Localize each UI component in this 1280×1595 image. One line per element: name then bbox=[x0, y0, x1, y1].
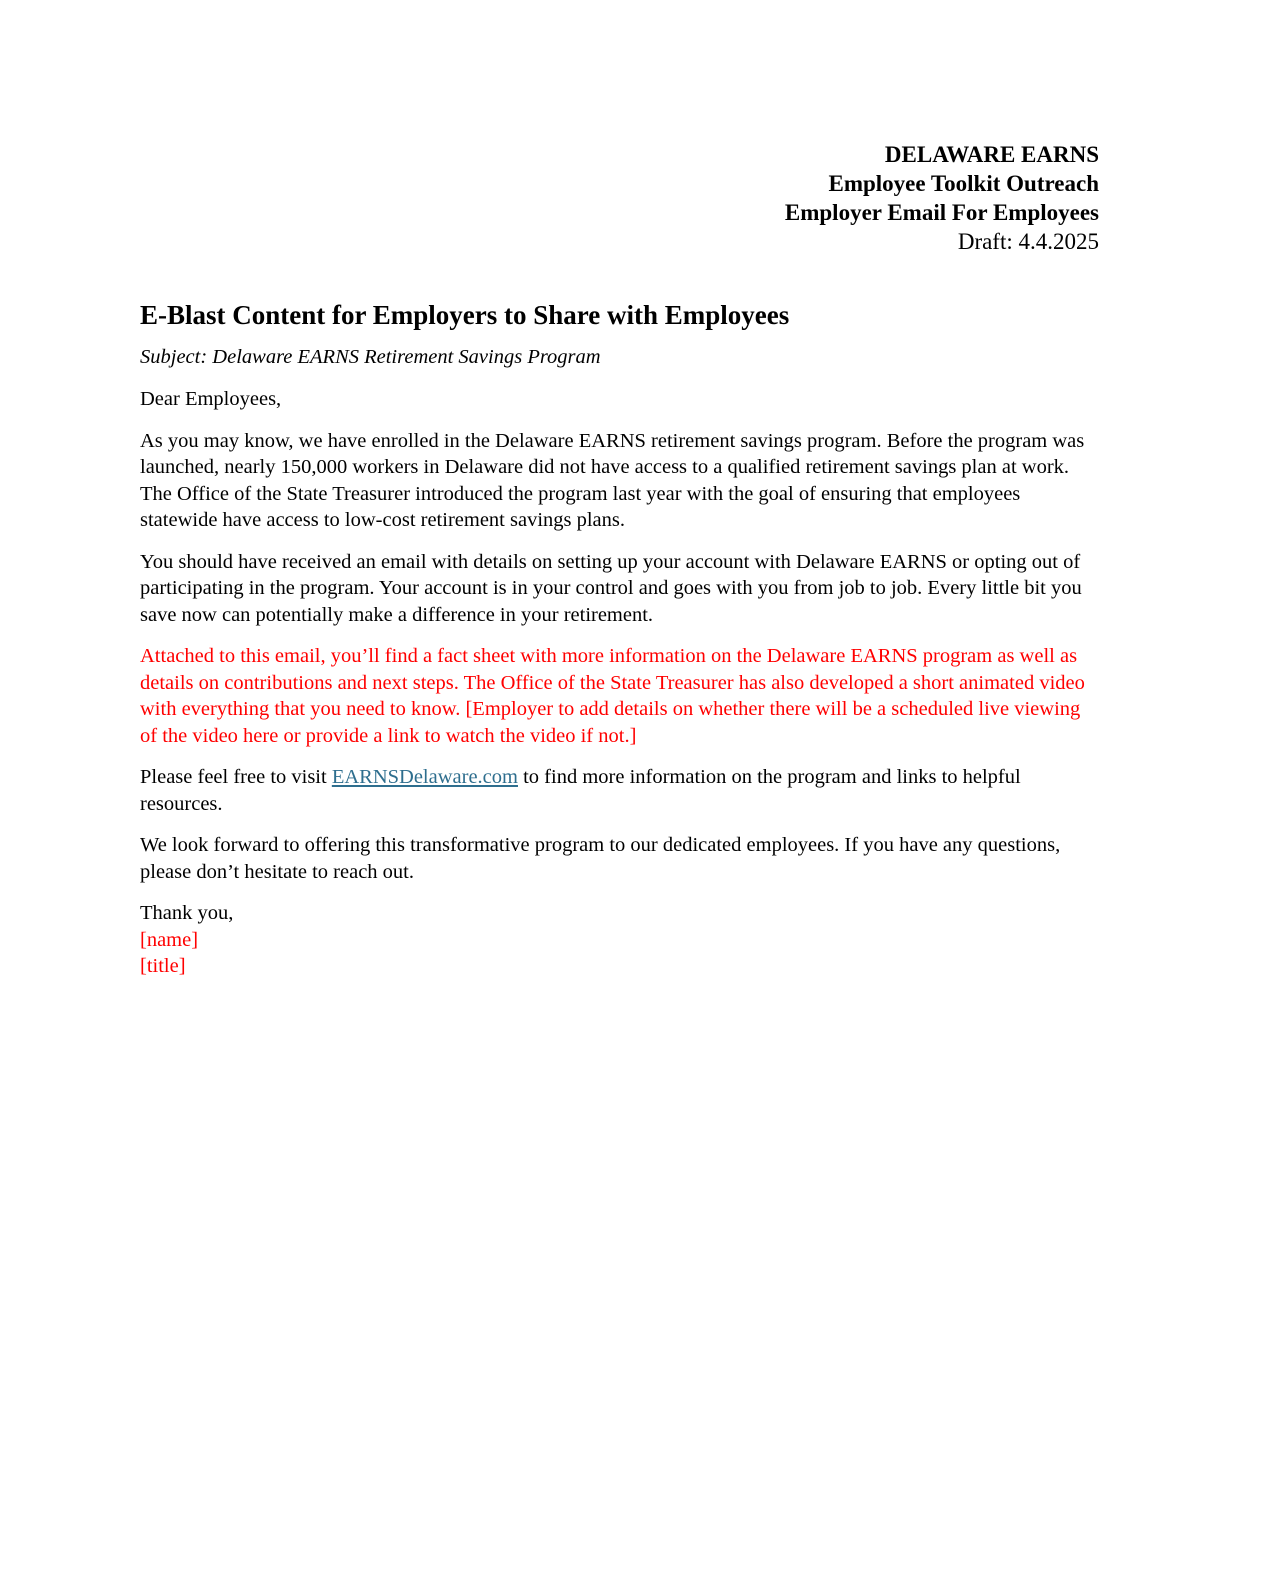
paragraph-account: You should have received an email with details on setting up your account with Delaware EARNS or opting out of participating in the program. Your account is in your control and goes with you from job to job. Every little bit you save now can potentially make a difference in your retirement. bbox=[140, 550, 1082, 626]
closing-text: Thank you, bbox=[140, 902, 234, 924]
header-email-type: Employer Email For Employees bbox=[784, 200, 1099, 225]
earns-website-link[interactable]: EARNSDelaware.com bbox=[331, 766, 518, 788]
email-subject: Subject: Delaware EARNS Retirement Savings Program bbox=[140, 346, 601, 368]
header-toolkit: Employee Toolkit Outreach bbox=[828, 171, 1099, 196]
paragraph-closing: We look forward to offering this transformative program to our dedicated employees. If you have any questions, please don’t hesitate to reach out. bbox=[140, 834, 1061, 883]
signoff-block bbox=[140, 900, 1099, 980]
visit-text-after: to find more information on the program and links to helpful resources. bbox=[140, 766, 1021, 815]
paragraph-visit-website bbox=[140, 764, 1099, 817]
signer-title-placeholder: [title] bbox=[140, 955, 186, 977]
document-header bbox=[140, 140, 1099, 256]
visit-text-before: Please feel free to visit bbox=[140, 766, 332, 788]
paragraph-enrollment: As you may know, we have enrolled in the Delaware EARNS retirement savings program. Before the program was launched, nearly 150,000 workers in Delaware did not have access to a qualified retirement savings plan at work. The Office of the State Treasurer introduced the program last year with the goal of ensuring that employees statewide have access to low-cost retirement savings plans. bbox=[140, 429, 1085, 531]
page-title: E-Blast Content for Employers to Share with Employees bbox=[140, 300, 790, 330]
greeting: Dear Employees, bbox=[140, 388, 282, 410]
header-program: DELAWARE EARNS bbox=[884, 142, 1099, 167]
signer-name-placeholder: [name] bbox=[140, 928, 199, 951]
header-draft-date: Draft: 4.4.2025 bbox=[957, 229, 1099, 254]
paragraph-attachment-placeholder: Attached to this email, you’ll find a fact sheet with more information on the Delaware EARNS program as well as details on contributions and next steps. The Office of the State Treasurer has also developed a short animated video with everything that you need to know. [Employer to add details on whether there will be a scheduled live viewing of the video here or provide a link to watch the video if not.] bbox=[140, 645, 1085, 747]
